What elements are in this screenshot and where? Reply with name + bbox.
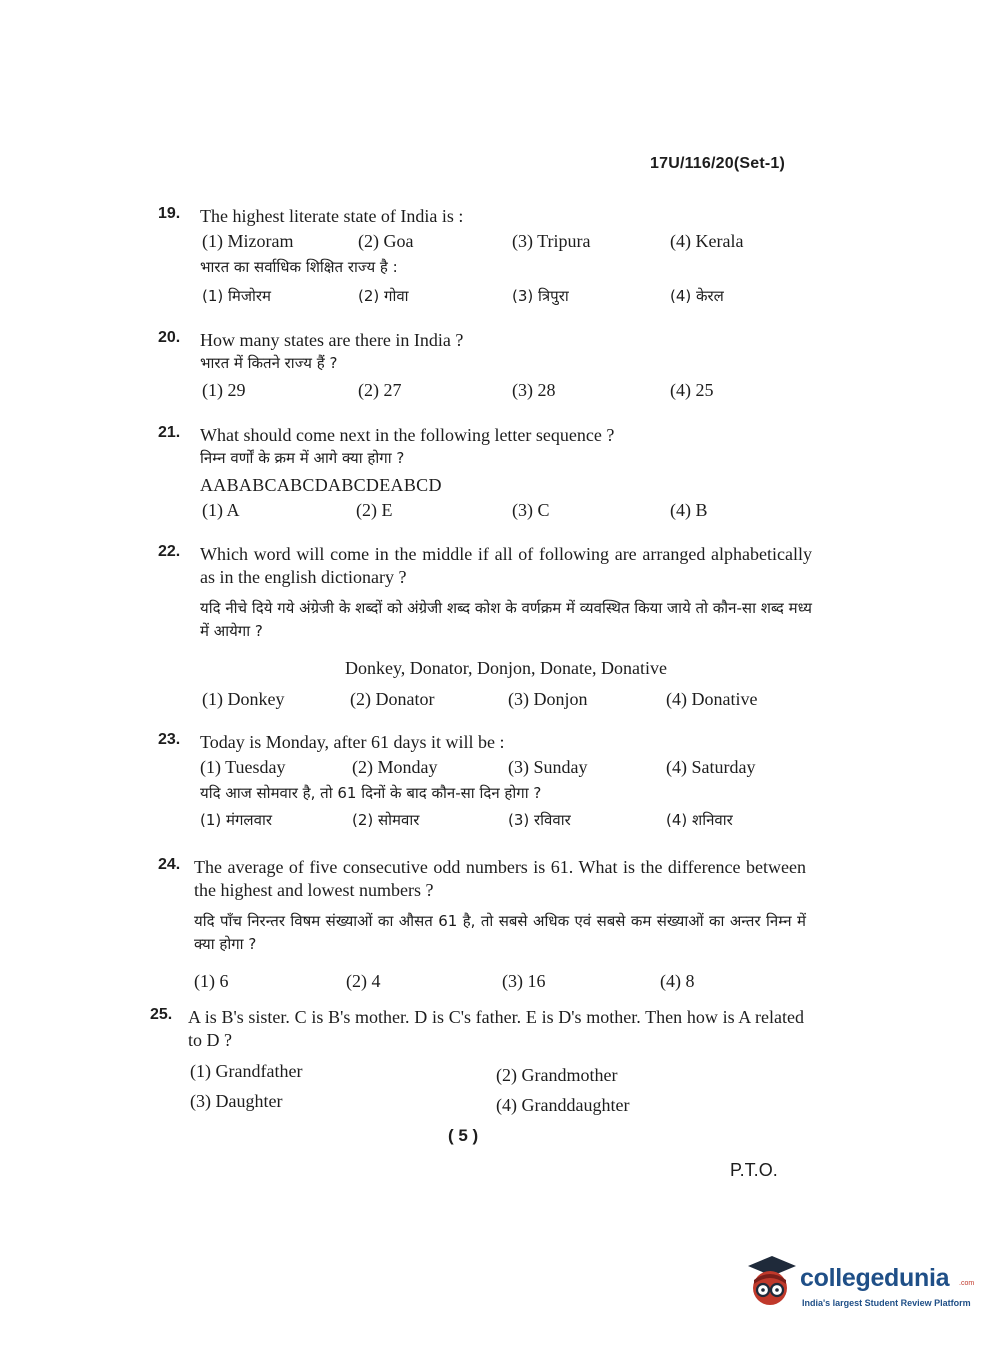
option-4-hi: (4) केरल	[670, 287, 724, 305]
question-23	[158, 731, 818, 835]
options	[200, 377, 818, 405]
question-19	[158, 205, 818, 311]
brand-tagline: India's largest Student Review Platform	[802, 1298, 971, 1308]
option-1: (1) 6	[194, 971, 229, 991]
options	[200, 497, 818, 525]
question-text-hi: यदि पाँच निरन्तर विषम संख्याओं का औसत 61 है, तो सबसे अधिक एवं सबसे कम संख्याओं का अन्तर निम्न में क्या होगा ?	[194, 912, 806, 953]
option-2: (2) Goa	[358, 231, 414, 251]
option-1: (1) Tuesday	[200, 757, 286, 777]
question-21	[158, 424, 818, 525]
options	[194, 968, 818, 996]
word-list: Donkey, Donator, Donjon, Donate, Donative	[344, 658, 668, 678]
options-hi	[200, 807, 818, 835]
letter-sequence: AABABCABCDABCDEABCD	[200, 475, 442, 495]
pto-label: P.T.O.	[730, 1160, 778, 1180]
option-3: (3) 28	[512, 380, 556, 400]
options-row-2	[188, 1088, 810, 1116]
question-text-en: What should come next in the following letter sequence ?	[200, 425, 615, 445]
options-en	[200, 228, 818, 256]
option-4: (4) Kerala	[670, 231, 744, 251]
question-number: 21.	[158, 424, 181, 441]
question-number: 22.	[158, 543, 181, 560]
option-1-hi: (1) मंगलवार	[200, 811, 272, 829]
question-text-en: A is B's sister. C is B's mother. D is C's father. E is D's mother. Then how is A related to D ?	[188, 1007, 804, 1050]
question-number: 20.	[158, 329, 181, 346]
option-2-hi: (2) सोमवार	[352, 811, 420, 829]
option-3-hi: (3) त्रिपुरा	[512, 287, 569, 305]
option-2: (2) Monday	[352, 757, 438, 777]
option-2: (2) 27	[358, 380, 402, 400]
option-4: (4) Granddaughter	[496, 1095, 630, 1115]
option-2: (2) 4	[346, 971, 381, 991]
option-2: (2) E	[356, 500, 393, 520]
question-text-en: The average of five consecutive odd numbers is 61. What is the difference between the highest and lowest numbers ?	[194, 857, 806, 900]
option-3-hi: (3) रविवार	[508, 811, 571, 829]
option-3: (3) Daughter	[190, 1091, 283, 1111]
options-hi	[200, 283, 818, 311]
question-22	[158, 543, 818, 714]
options-en	[200, 754, 818, 782]
option-4-hi: (4) शनिवार	[666, 811, 733, 829]
option-2: (2) Grandmother	[496, 1065, 618, 1085]
option-1: (1) Donkey	[202, 689, 285, 709]
question-text-hi: यदि आज सोमवार है, तो 61 दिनों के बाद कौन-सा दिन होगा ?	[200, 784, 542, 802]
question-text-hi: यदि नीचे दिये गये अंग्रेजी के शब्दों को अंग्रेजी शब्द कोश के वर्णक्रम में व्यवस्थित किया जाये तो कौन-सा शब्द मध्य में आयेगा ?	[200, 599, 812, 640]
brand-name: collegedunia	[800, 1264, 950, 1292]
option-4: (4) 25	[670, 380, 714, 400]
option-1-hi: (1) मिजोरम	[202, 287, 271, 305]
question-text-en: How many states are there in India ?	[200, 330, 464, 350]
question-number: 24.	[158, 856, 181, 873]
question-text-hi: भारत का सर्वाधिक शिक्षित राज्य है :	[200, 258, 398, 276]
question-25	[150, 1006, 810, 1116]
question-number: 25.	[150, 1006, 173, 1023]
option-2-hi: (2) गोवा	[358, 287, 409, 305]
paper-code: 17U/116/20(Set-1)	[650, 155, 786, 172]
option-2: (2) Donator	[350, 689, 435, 709]
option-1: (1) Mizoram	[202, 231, 294, 251]
question-number: 23.	[158, 731, 181, 748]
option-4: (4) B	[670, 500, 708, 520]
option-1: (1) Grandfather	[190, 1061, 303, 1081]
option-4: (4) 8	[660, 971, 695, 991]
brand-suffix: .com	[959, 1280, 975, 1287]
option-3: (3) Sunday	[508, 757, 588, 777]
option-3: (3) C	[512, 500, 550, 520]
mascot-logo-icon	[742, 1250, 798, 1310]
question-text-en: The highest literate state of India is :	[200, 206, 464, 226]
question-20	[158, 329, 818, 405]
question-text-hi: भारत में कितने राज्य हैं ?	[200, 354, 338, 372]
option-1: (1) 29	[202, 380, 246, 400]
question-text-en: Today is Monday, after 61 days it will be :	[200, 732, 505, 752]
question-text-hi: निम्न वर्णों के क्रम में आगे क्या होगा ?	[200, 449, 405, 467]
page-number: ( 5 )	[448, 1126, 479, 1145]
options-row-1	[188, 1058, 810, 1086]
option-3: (3) Donjon	[508, 689, 588, 709]
question-number: 19.	[158, 205, 181, 222]
option-1: (1) A	[202, 500, 240, 520]
option-3: (3) Tripura	[512, 231, 591, 251]
options	[200, 686, 818, 714]
option-3: (3) 16	[502, 971, 546, 991]
question-24	[158, 856, 818, 996]
collegedunia-watermark	[742, 1250, 975, 1318]
option-4: (4) Donative	[666, 689, 758, 709]
question-text-en: Which word will come in the middle if all of following are arranged alphabetically as in the english dictionary ?	[200, 544, 812, 587]
option-4: (4) Saturday	[666, 757, 756, 777]
